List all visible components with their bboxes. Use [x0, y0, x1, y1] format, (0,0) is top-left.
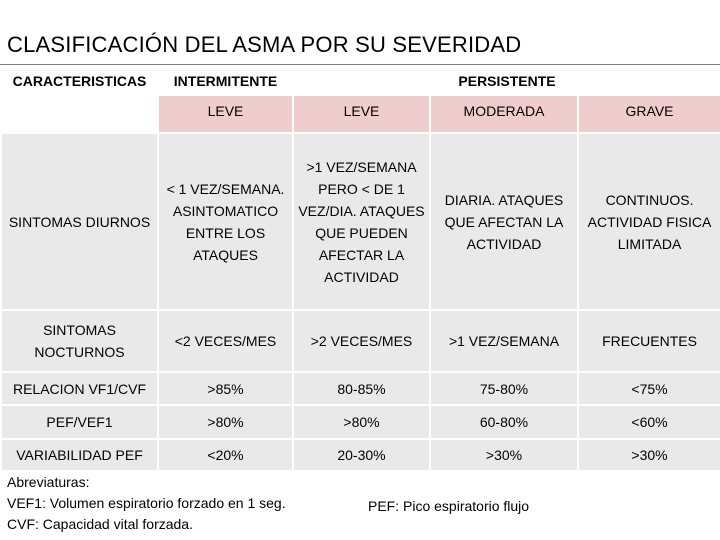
cell-moderada: 60-80% — [430, 405, 578, 439]
header-intermitente: INTERMITENTE — [158, 66, 293, 95]
asthma-severity-table — [0, 65, 720, 472]
table-row — [1, 439, 720, 471]
table-row — [1, 405, 720, 439]
table-row — [1, 133, 720, 310]
subheader-row — [1, 95, 720, 133]
table-row — [1, 310, 720, 372]
cell-grave: FRECUENTES — [578, 310, 720, 372]
subheader-intermitente-leve: LEVE — [158, 95, 293, 133]
header-caracteristicas: CARACTERISTICAS — [1, 66, 158, 95]
page-title: CLASIFICACIÓN DEL ASMA POR SU SEVERIDAD — [7, 32, 522, 57]
header-persistente: PERSISTENTE — [293, 66, 720, 95]
cell-persistente-leve: >80% — [293, 405, 430, 439]
cell-persistente-leve: >2 VECES/MES — [293, 310, 430, 372]
note-pef: PEF: Pico espiratorio flujo — [368, 498, 530, 514]
cell-intermitente-leve: >80% — [158, 405, 293, 439]
row-label: VARIABILIDAD PEF — [1, 439, 158, 471]
cell-persistente-leve: 80-85% — [293, 372, 430, 405]
row-label: SINTOMAS DIURNOS — [1, 133, 158, 310]
subheader-persistente-leve: LEVE — [293, 95, 430, 133]
cell-intermitente-leve: < 1 VEZ/SEMANA. ASINTOMATICO ENTRE LOS ATAQUES — [158, 133, 293, 310]
table-row — [1, 372, 720, 405]
cell-grave: <60% — [578, 405, 720, 439]
abbreviations-notes — [7, 472, 286, 535]
cell-moderada: DIARIA. ATAQUES QUE AFECTAN LA ACTIVIDAD — [430, 133, 578, 310]
subheader-moderada: MODERADA — [430, 95, 578, 133]
cell-grave: >30% — [578, 439, 720, 471]
cell-grave: CONTINUOS. ACTIVIDAD FISICA LIMITADA — [578, 133, 720, 310]
cell-persistente-leve: >1 VEZ/SEMANA PERO < DE 1 VEZ/DIA. ATAQUES QUE PUEDEN AFECTAR LA ACTIVIDAD — [293, 133, 430, 310]
subheader-grave: GRAVE — [578, 95, 720, 133]
cell-intermitente-leve: >85% — [158, 372, 293, 405]
cell-moderada: >1 VEZ/SEMANA — [430, 310, 578, 372]
row-label: RELACION VF1/CVF — [1, 372, 158, 405]
row-label: SINTOMAS NOCTURNOS — [1, 310, 158, 372]
subheader-blank — [1, 95, 158, 133]
cell-moderada: >30% — [430, 439, 578, 471]
note-vef1: VEF1: Volumen espiratorio forzado en 1 seg. — [7, 495, 286, 511]
cell-intermitente-leve: <2 VECES/MES — [158, 310, 293, 372]
note-cvf: CVF: Capacidad vital forzada. — [7, 516, 193, 532]
cell-persistente-leve: 20-30% — [293, 439, 430, 471]
cell-grave: <75% — [578, 372, 720, 405]
cell-moderada: 75-80% — [430, 372, 578, 405]
cell-intermitente-leve: <20% — [158, 439, 293, 471]
row-label: PEF/VEF1 — [1, 405, 158, 439]
notes-heading: Abreviaturas: — [7, 474, 90, 490]
header-row — [1, 66, 720, 95]
